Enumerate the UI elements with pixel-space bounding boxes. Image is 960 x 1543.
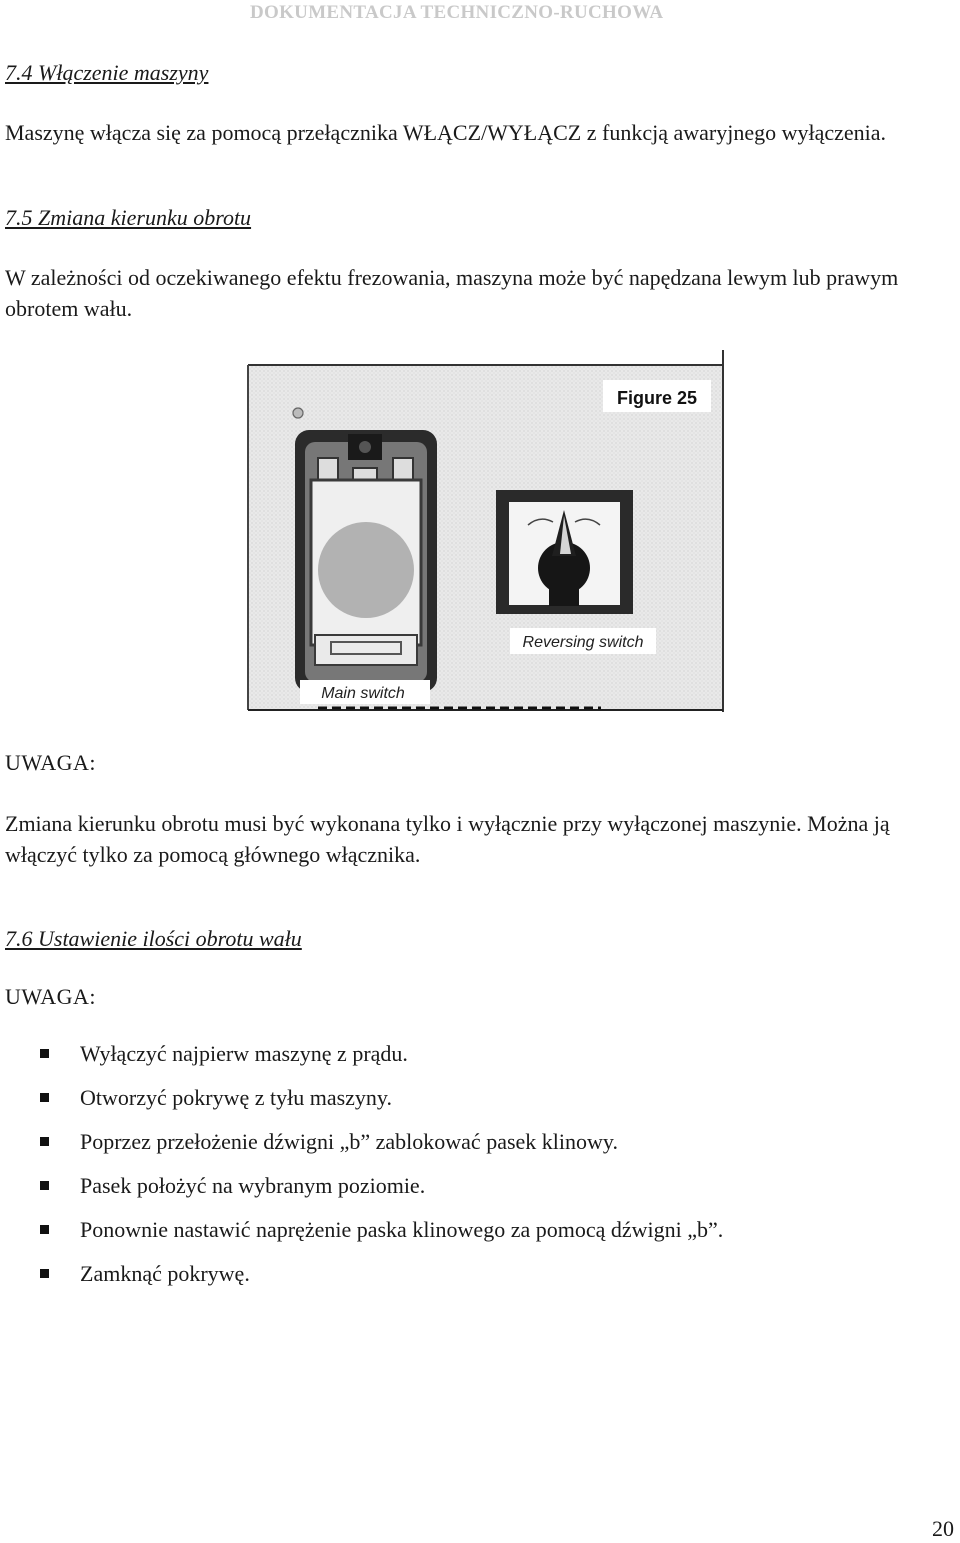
warning-label-7-5: UWAGA: (5, 750, 96, 775)
figure-switch-panel (243, 350, 728, 715)
figure-title: Figure 25 (616, 388, 698, 408)
reversing-switch-label: Reversing switch (522, 634, 644, 651)
main-switch-label: Main switch (321, 685, 405, 702)
heading-7-4: 7.4 Włączenie maszyny (5, 60, 209, 85)
reversing-switch (496, 490, 633, 614)
document-header: DOKUMENTACJA TECHNICZNO-RUCHOWA (250, 2, 664, 23)
paragraph-7-4: Maszynę włącza się za pomocą przełącznika WŁĄCZ/WYŁĄCZ z funkcją awaryjnego wyłączenia. (5, 120, 887, 145)
bullet-square-icon (40, 1137, 49, 1146)
heading-7-5: 7.5 Zmiana kierunku obrotu (5, 205, 252, 230)
bullet-square-icon (40, 1093, 49, 1102)
warning-label-7-6: UWAGA: (5, 984, 96, 1009)
bullet-square-icon (40, 1225, 49, 1234)
bullet-square-icon (40, 1181, 49, 1190)
bullet-square-icon (40, 1269, 49, 1278)
heading-7-6: 7.6 Ustawienie ilości obrotu wału (5, 926, 302, 951)
main-switch (295, 430, 437, 692)
paragraph-7-5: W zależności od oczekiwanego efektu frezowania, maszyna może być napędzana lewym lub prawym obrotem wału. (5, 265, 899, 321)
page-number: 20 (932, 1516, 954, 1541)
warning-text-7-5: Zmiana kierunku obrotu musi być wykonana tylko i wyłącznie przy wyłączonej maszynie. Można ją włączyć tylko za pomocą głównego włącznika. (5, 811, 890, 867)
bullet-square-icon (40, 1049, 49, 1058)
